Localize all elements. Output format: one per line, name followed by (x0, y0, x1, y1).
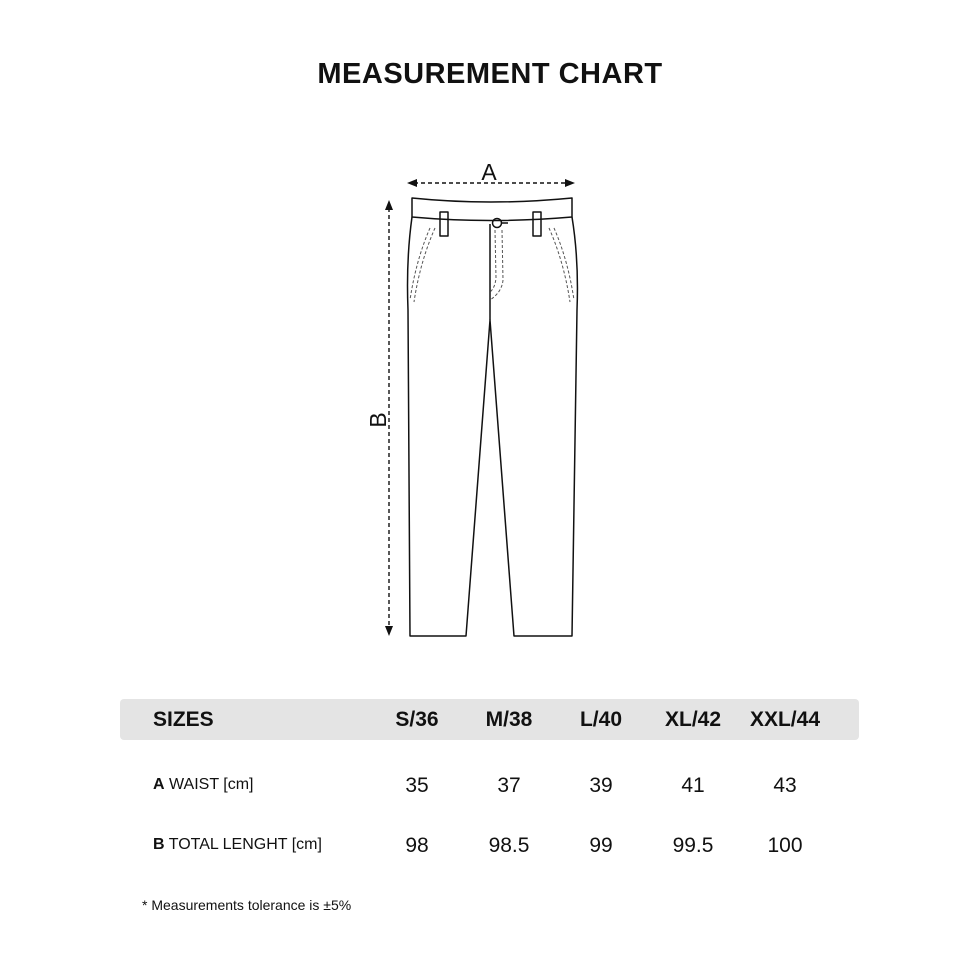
length-xl42: 99.5 (672, 834, 714, 857)
size-xxl44-header: XXL/44 (749, 708, 821, 731)
pants-stitching (410, 228, 574, 302)
size-m38-header: M/38 (485, 708, 533, 731)
tolerance-note: * Measurements tolerance is ±5% (142, 897, 352, 913)
size-s36-header: S/36 (395, 708, 439, 731)
row-key-b: B (153, 836, 165, 853)
size-table-header (120, 699, 859, 740)
row-key-a: A (153, 776, 165, 793)
waist-xl42: 41 (681, 774, 705, 797)
page-title: MEASUREMENT CHART (317, 58, 663, 90)
row-name-waist: WAIST [cm] (169, 776, 254, 793)
sizes-header: SIZES (153, 708, 214, 731)
length-m38: 98.5 (488, 834, 530, 857)
waist-xxl44: 43 (773, 774, 797, 797)
pants-outline (408, 198, 578, 636)
size-xl42-header: XL/42 (664, 708, 722, 731)
waist-s36: 35 (405, 774, 429, 797)
row-name-length: TOTAL LENGHT [cm] (168, 836, 322, 853)
size-l40-header: L/40 (579, 708, 623, 731)
length-s36: 98 (405, 834, 429, 857)
row-label-length (153, 836, 322, 854)
length-l40: 99 (589, 834, 613, 857)
pants-diagram (340, 150, 640, 660)
length-xxl44: 100 (767, 834, 803, 857)
measure-b-label: B (365, 412, 391, 428)
row-label-waist (153, 776, 253, 794)
table-row-waist (120, 768, 859, 808)
measure-a-label: A (481, 159, 497, 185)
table-row-length (120, 828, 859, 868)
waist-m38: 37 (497, 774, 521, 797)
waist-l40: 39 (589, 774, 613, 797)
